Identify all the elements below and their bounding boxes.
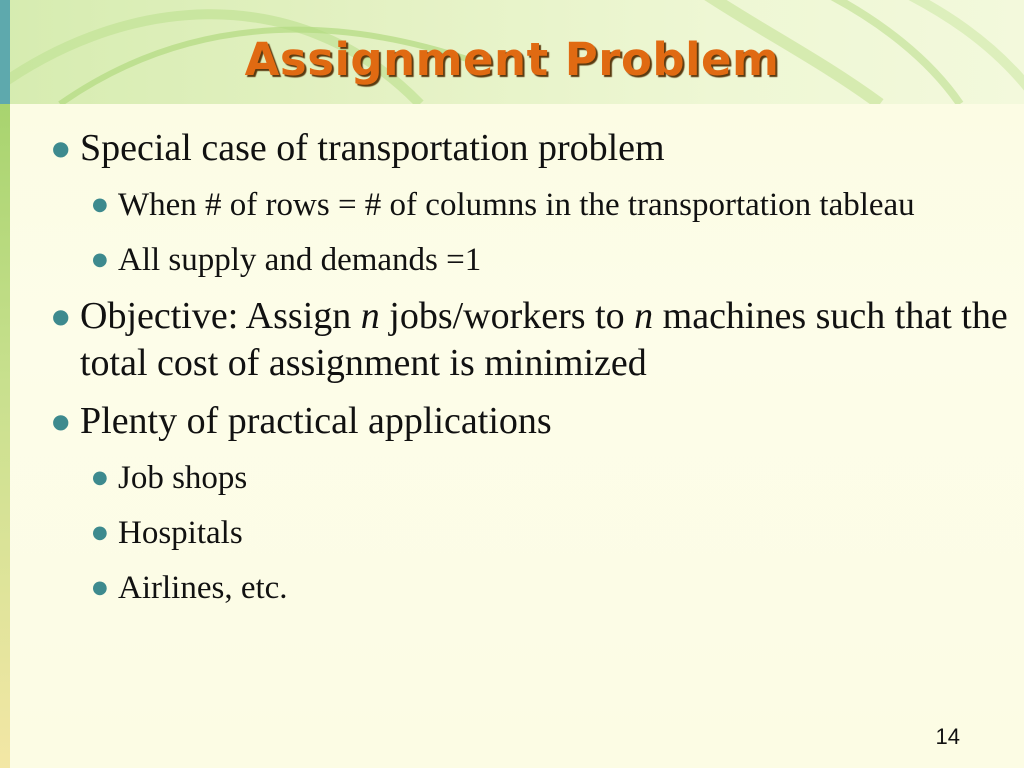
text-segment: Airlines, etc. xyxy=(118,570,288,606)
bullet-text xyxy=(118,187,915,223)
italic-variable: n xyxy=(360,295,380,337)
bullet-text xyxy=(80,127,665,169)
text-segment: Special case of transportation problem xyxy=(80,127,665,169)
sub-bullet-item xyxy=(52,511,1012,555)
bullet-text xyxy=(80,400,552,442)
bullet-list xyxy=(52,125,1012,621)
bullet-item xyxy=(52,293,1012,387)
sub-bullet-item xyxy=(52,456,1012,500)
text-segment: Job shops xyxy=(118,460,248,496)
dot-bullet-icon: ● xyxy=(92,194,108,215)
left-stripe xyxy=(0,0,10,768)
bullet-item xyxy=(52,125,1012,172)
text-segment: Plenty of practical applications xyxy=(80,400,552,442)
text-segment: machines such that the total cost of assignment is minimized xyxy=(80,295,1008,384)
dot-bullet-icon: ● xyxy=(52,136,70,160)
dot-bullet-icon: ● xyxy=(92,249,108,270)
dot-bullet-icon: ● xyxy=(52,409,70,433)
text-segment: When # of rows = # of columns in the transportation tableau xyxy=(118,187,915,223)
page-number: 14 xyxy=(935,724,960,749)
bullet-text xyxy=(80,295,1008,384)
bullet-text xyxy=(118,515,243,551)
sub-bullet-item xyxy=(52,238,1012,282)
text-segment: Hospitals xyxy=(118,515,243,551)
dot-bullet-icon: ● xyxy=(92,467,108,488)
bullet-text xyxy=(118,242,481,278)
bullet-text xyxy=(118,460,247,496)
text-segment: Objective: Assign xyxy=(80,295,361,337)
italic-variable: n xyxy=(634,295,654,337)
text-segment: All supply and demands =1 xyxy=(118,242,482,278)
sub-bullet-item xyxy=(52,566,1012,610)
bullet-text xyxy=(118,570,288,606)
slide-title: Assignment Problem xyxy=(244,33,780,86)
sub-bullet-item xyxy=(52,183,1012,227)
dot-bullet-icon: ● xyxy=(92,577,108,598)
text-segment: jobs/workers to xyxy=(379,295,635,337)
dot-bullet-icon: ● xyxy=(52,304,70,328)
bullet-item xyxy=(52,398,1012,445)
dot-bullet-icon: ● xyxy=(92,522,108,543)
